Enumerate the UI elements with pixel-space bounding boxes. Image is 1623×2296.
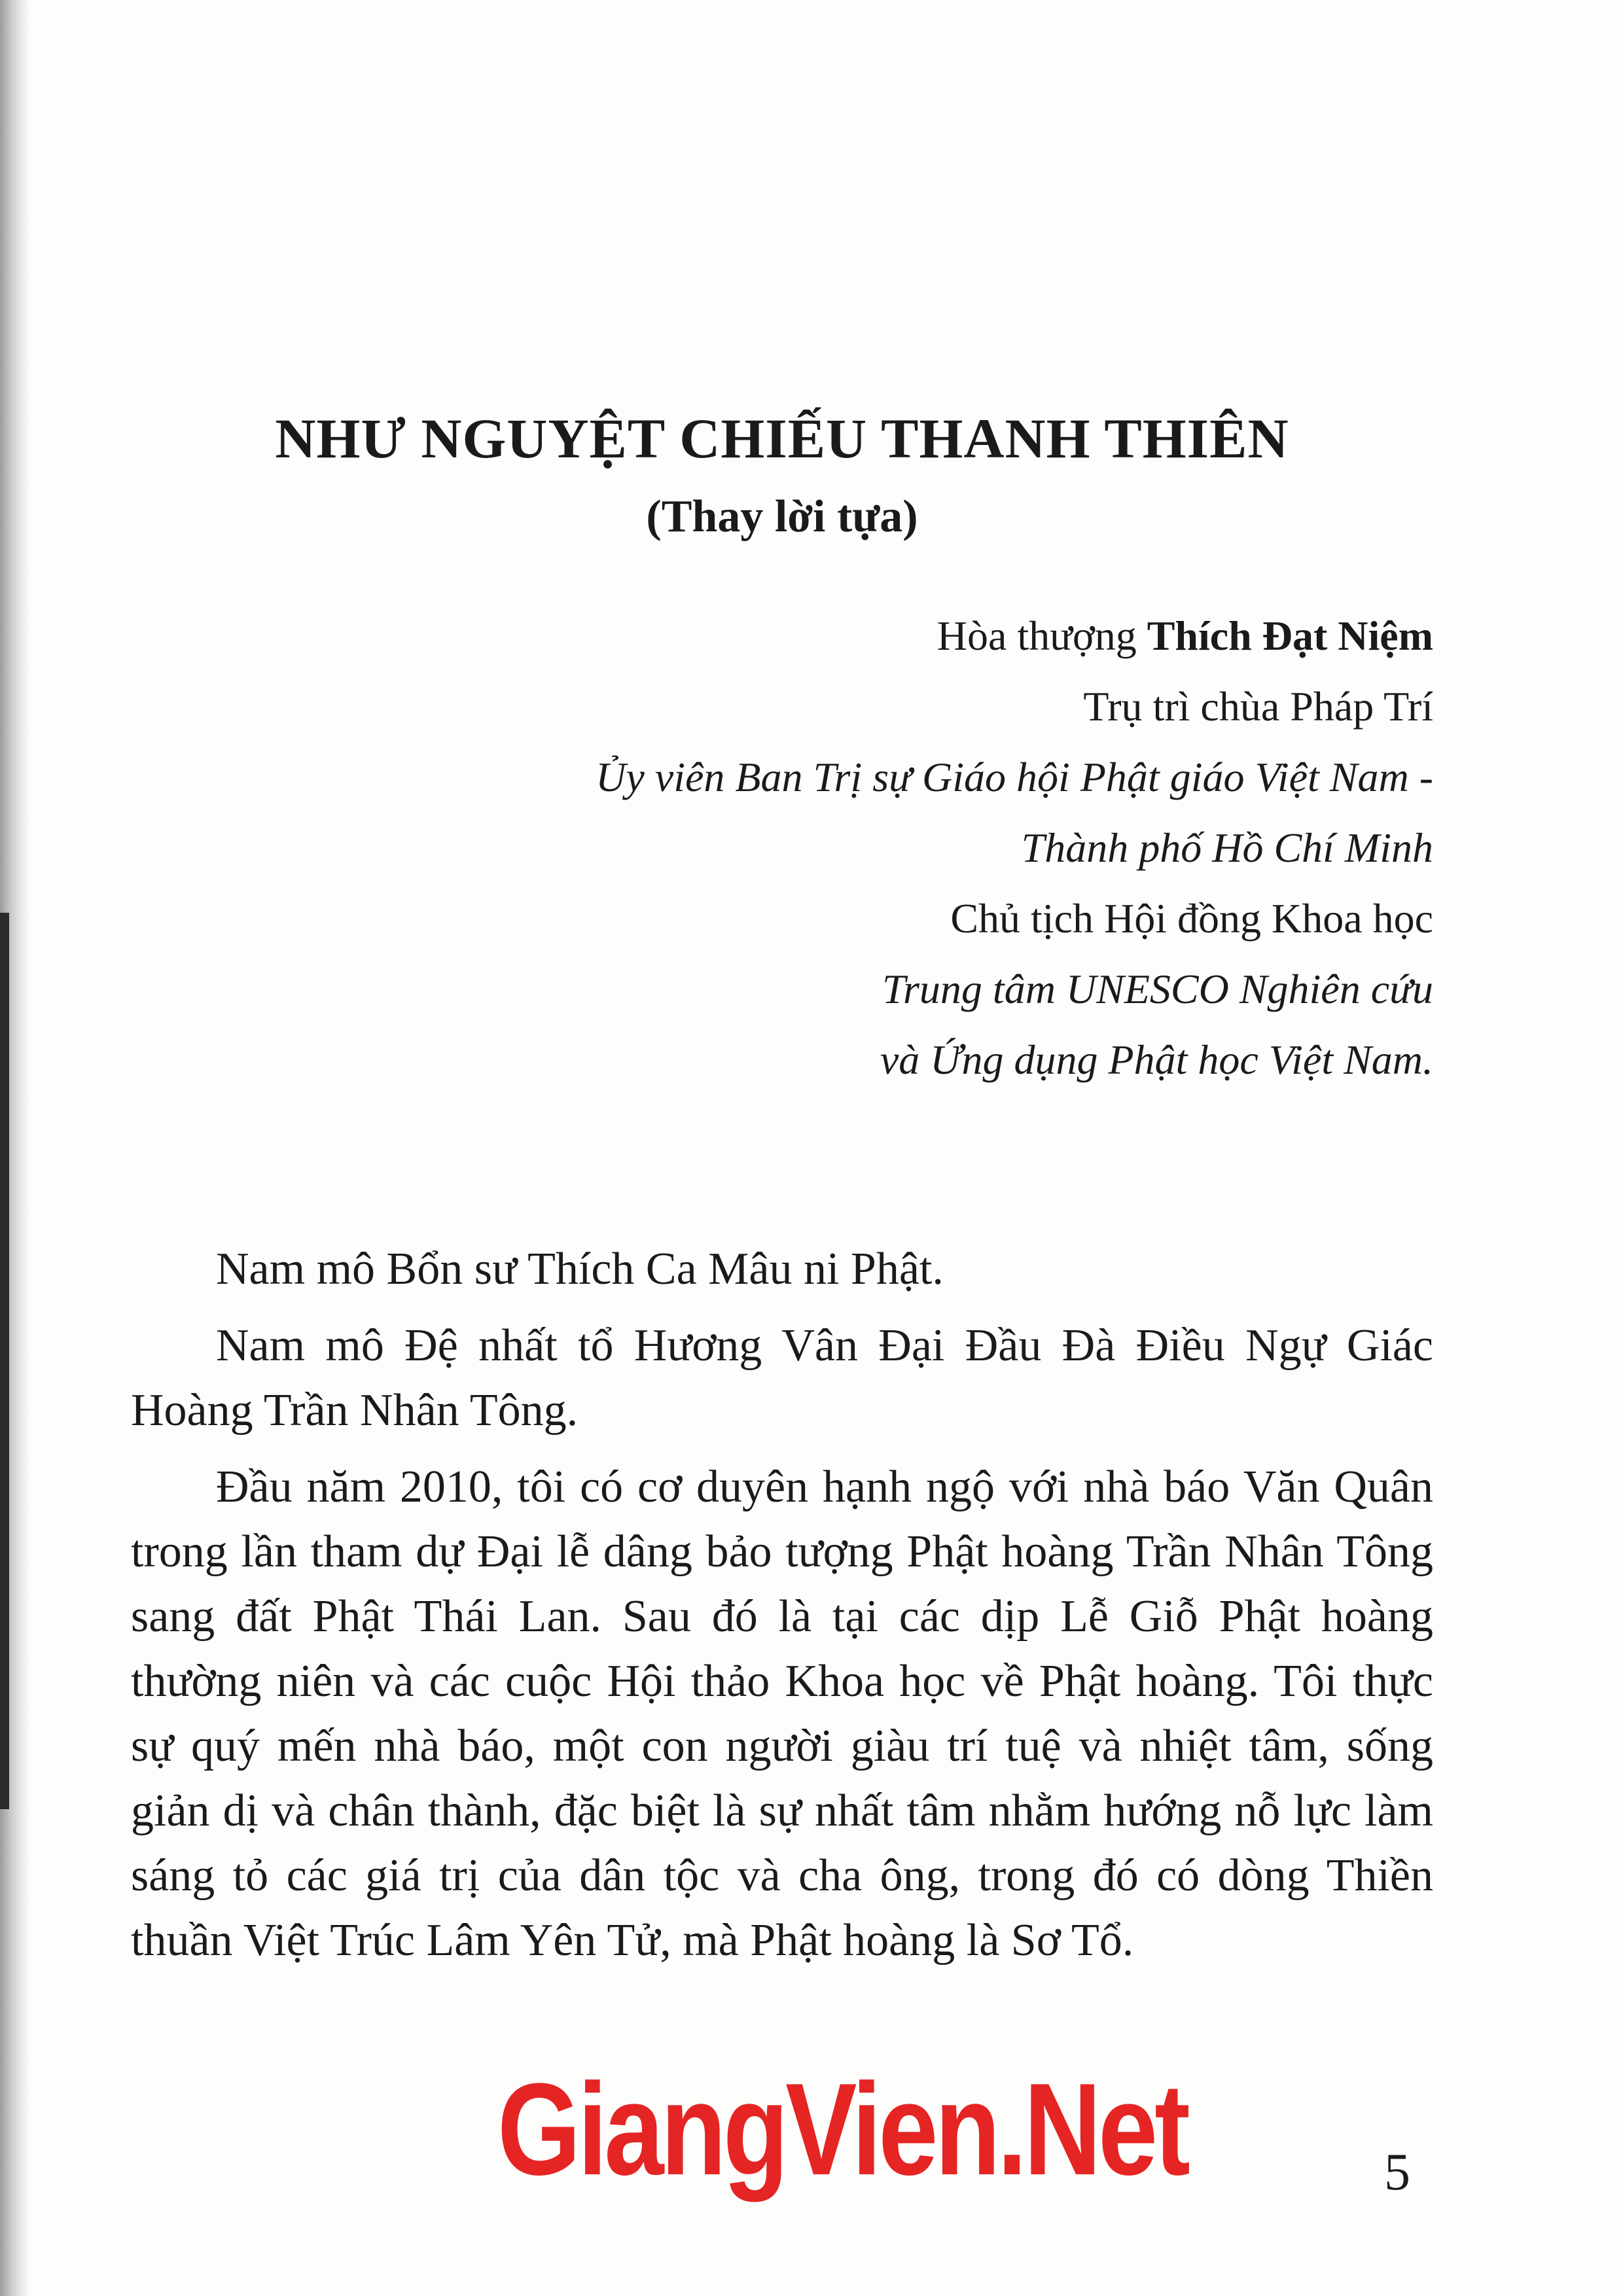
- page-title: NHƯ NGUYỆT CHIẾU THANH THIÊN: [275, 407, 1289, 470]
- author-title-line: Trung tâm UNESCO Nghiên cứu: [882, 966, 1433, 1012]
- book-page: [131, 0, 1433, 2296]
- watermark-logo: GiangVien.Net: [497, 2057, 1187, 2202]
- page-edge-mark: [0, 913, 9, 1809]
- page-number: 5: [1384, 2144, 1410, 2201]
- author-block: [131, 601, 1433, 1095]
- author-name-line: [131, 601, 1433, 671]
- page-subtitle: (Thay lời tựa): [646, 491, 918, 542]
- paragraph: Nam mô Đệ nhất tổ Hương Vân Đại Đầu Đà Điều Ngự Giác Hoàng Trần Nhân Tông.: [131, 1320, 1433, 1436]
- author-title-line: Ủy viên Ban Trị sự Giáo hội Phật giáo Việt Nam -: [596, 754, 1433, 800]
- author-title-line: Trụ trì chùa Pháp Trí: [1083, 683, 1433, 730]
- author-title-line: Thành phố Hồ Chí Minh: [1021, 824, 1433, 871]
- body-text: [131, 1237, 1433, 1985]
- author-title-line: và Ứng dụng Phật học Việt Nam.: [880, 1036, 1433, 1083]
- paragraph: Nam mô Bổn sư Thích Ca Mâu ni Phật.: [216, 1244, 944, 1294]
- author-title-line: Chủ tịch Hội đồng Khoa học: [950, 895, 1433, 942]
- paragraph: Đầu năm 2010, tôi có cơ duyên hạnh ngộ với nhà báo Văn Quân trong lần tham dự Đại lễ dâng bảo tượng Phật hoàng Trần Nhân Tông sang đất Phật Thái Lan. Sau đó là tại các dịp Lễ Giỗ Phật hoàng thường niên và các cuộc Hội thảo Khoa học về Phật hoàng. Tôi thực sự quý mến nhà báo, một con người giàu trí tuệ và nhiệt tâm, sống giản dị và chân thành, đặc biệt là sự nhất tâm nhằm hướng nỗ lực làm sáng tỏ các giá trị của dân tộc và cha ông, trong đó có dòng Thiền thuần Việt Trúc Lâm Yên Tử, mà Phật hoàng là Sơ Tổ.: [131, 1462, 1433, 1966]
- author-honorific: Hòa thượng: [936, 612, 1147, 659]
- author-name: Thích Đạt Niệm: [1147, 612, 1433, 659]
